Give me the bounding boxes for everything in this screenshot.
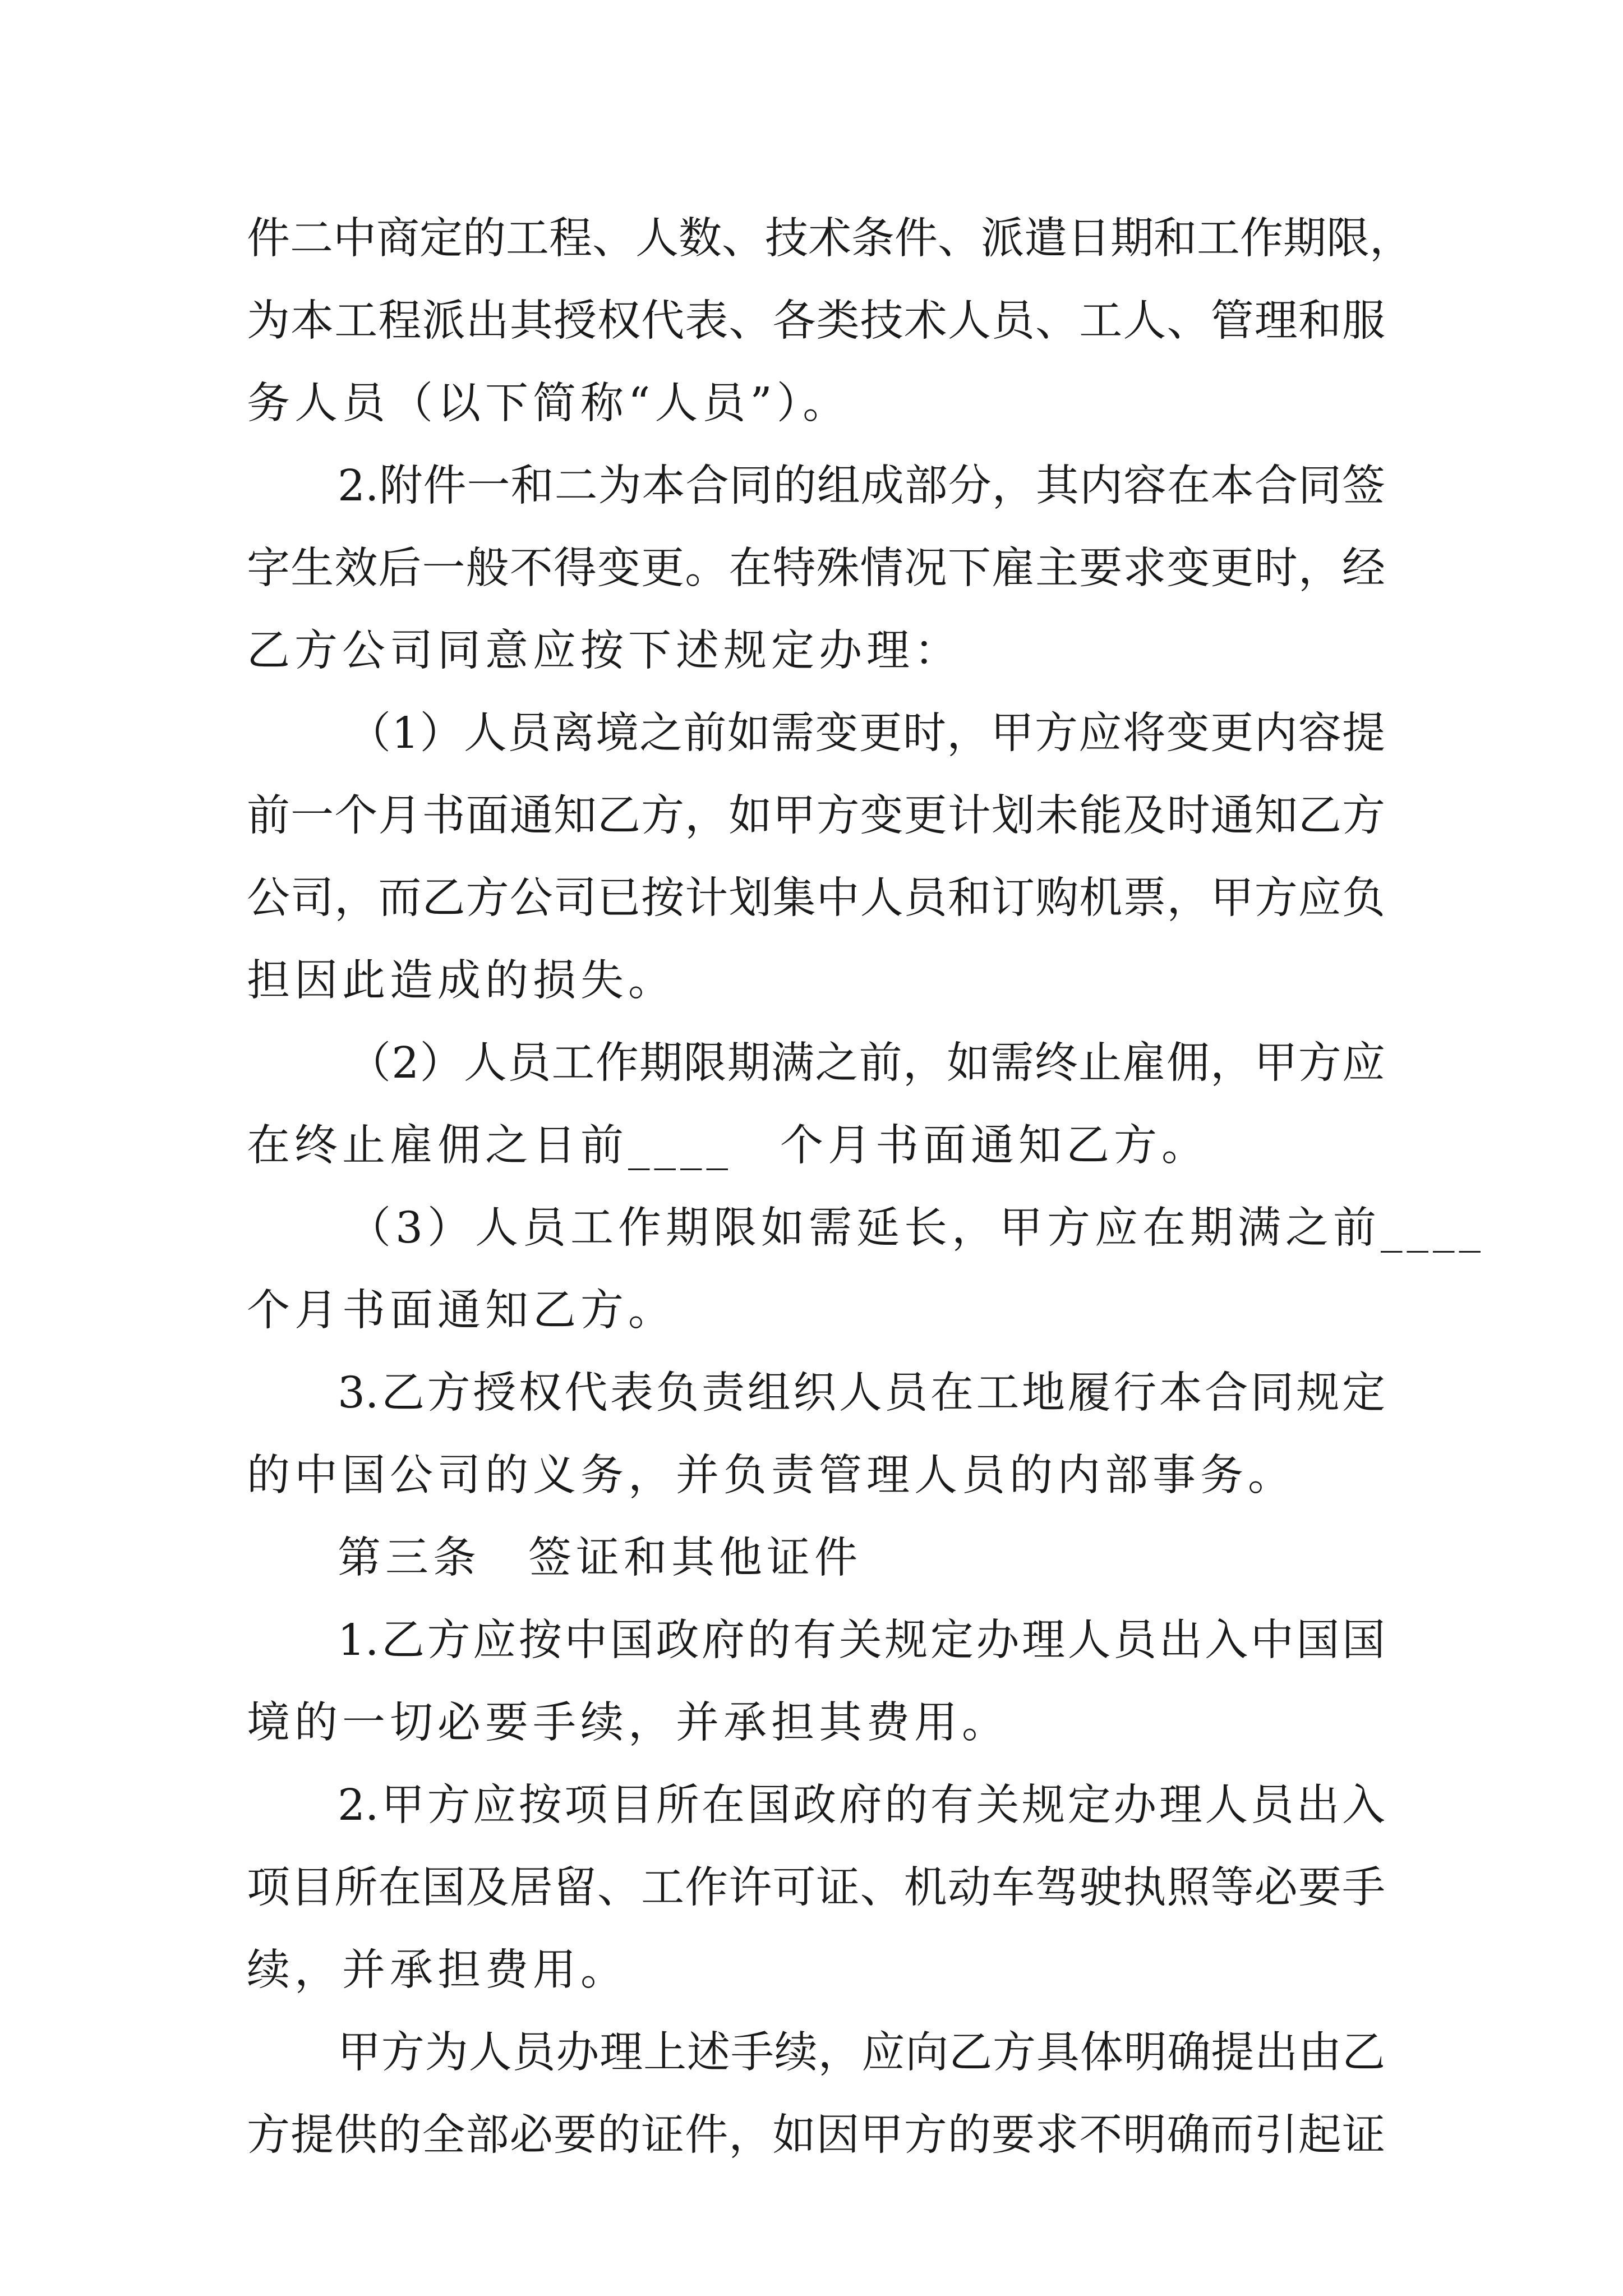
text-line: 方提供的全部必要的证件，如因甲方的要求不明确而引起证 [247, 2110, 1385, 2160]
text-line: 件二中商定的工程、人数、技术条件、派遣日期和工作期限， [247, 214, 1413, 264]
text-line: 前一个月书面通知乙方，如甲方变更计划未能及时通知乙方 [247, 791, 1385, 841]
sub-item-2-line: （2）人员工作期限期满之前，如需终止雇佣，甲方应 [348, 1038, 1385, 1088]
text-line: 在终止雇佣之日前____ 个月书面通知乙方。 [247, 1121, 1209, 1171]
text-line: 务人员（以下简称“人员”）。 [247, 379, 851, 429]
article-3-item-1-line: 1.乙方应按中国政府的有关规定办理人员出入中国国 [338, 1616, 1385, 1665]
sub-item-1-line: （1）人员离境之前如需变更时，甲方应将变更内容提 [348, 708, 1385, 758]
text-line: 的中国公司的义务，并负责管理人员的内部事务。 [247, 1451, 1295, 1501]
text-line: 个月书面通知乙方。 [247, 1286, 676, 1336]
clause-2-line: 2.附件一和二为本合同的组成部分，其内容在本合同签 [338, 461, 1385, 511]
text-line: 担因此造成的损失。 [247, 956, 676, 1006]
text-line: 续，并承担费用。 [247, 1945, 628, 1995]
clause-3-line: 3.乙方授权代表负责组织人员在工地履行本合同规定 [338, 1368, 1385, 1418]
text-line: 项目所在国及居留、工作许可证、机动车驾驶执照等必要手 [247, 1863, 1385, 1913]
text-line: 公司，而乙方公司已按计划集中人员和订购机票，甲方应负 [247, 873, 1385, 923]
text-line: 境的一切必要手续，并承担其费用。 [247, 1698, 1009, 1748]
paragraph-line: 甲方为人员办理上述手续，应向乙方具体明确提出由乙 [338, 2028, 1385, 2078]
text-line: 为本工程派出其授权代表、各类技术人员、工人、管理和服 [247, 296, 1385, 346]
text-line: 乙方公司同意应按下述规定办理： [247, 626, 962, 676]
article-3-item-2-line: 2.甲方应按项目所在国政府的有关规定办理人员出入 [338, 1780, 1385, 1830]
contract-text [247, 197, 1485, 2177]
article-heading: 第三条 签证和其他证件 [338, 1533, 862, 1583]
text-line: 字生效后一般不得变更。在特殊情况下雇主要求变更时，经 [247, 544, 1385, 593]
sub-item-3-line: （3）人员工作期限如需延长，甲方应在期满之前____ [348, 1203, 1485, 1253]
